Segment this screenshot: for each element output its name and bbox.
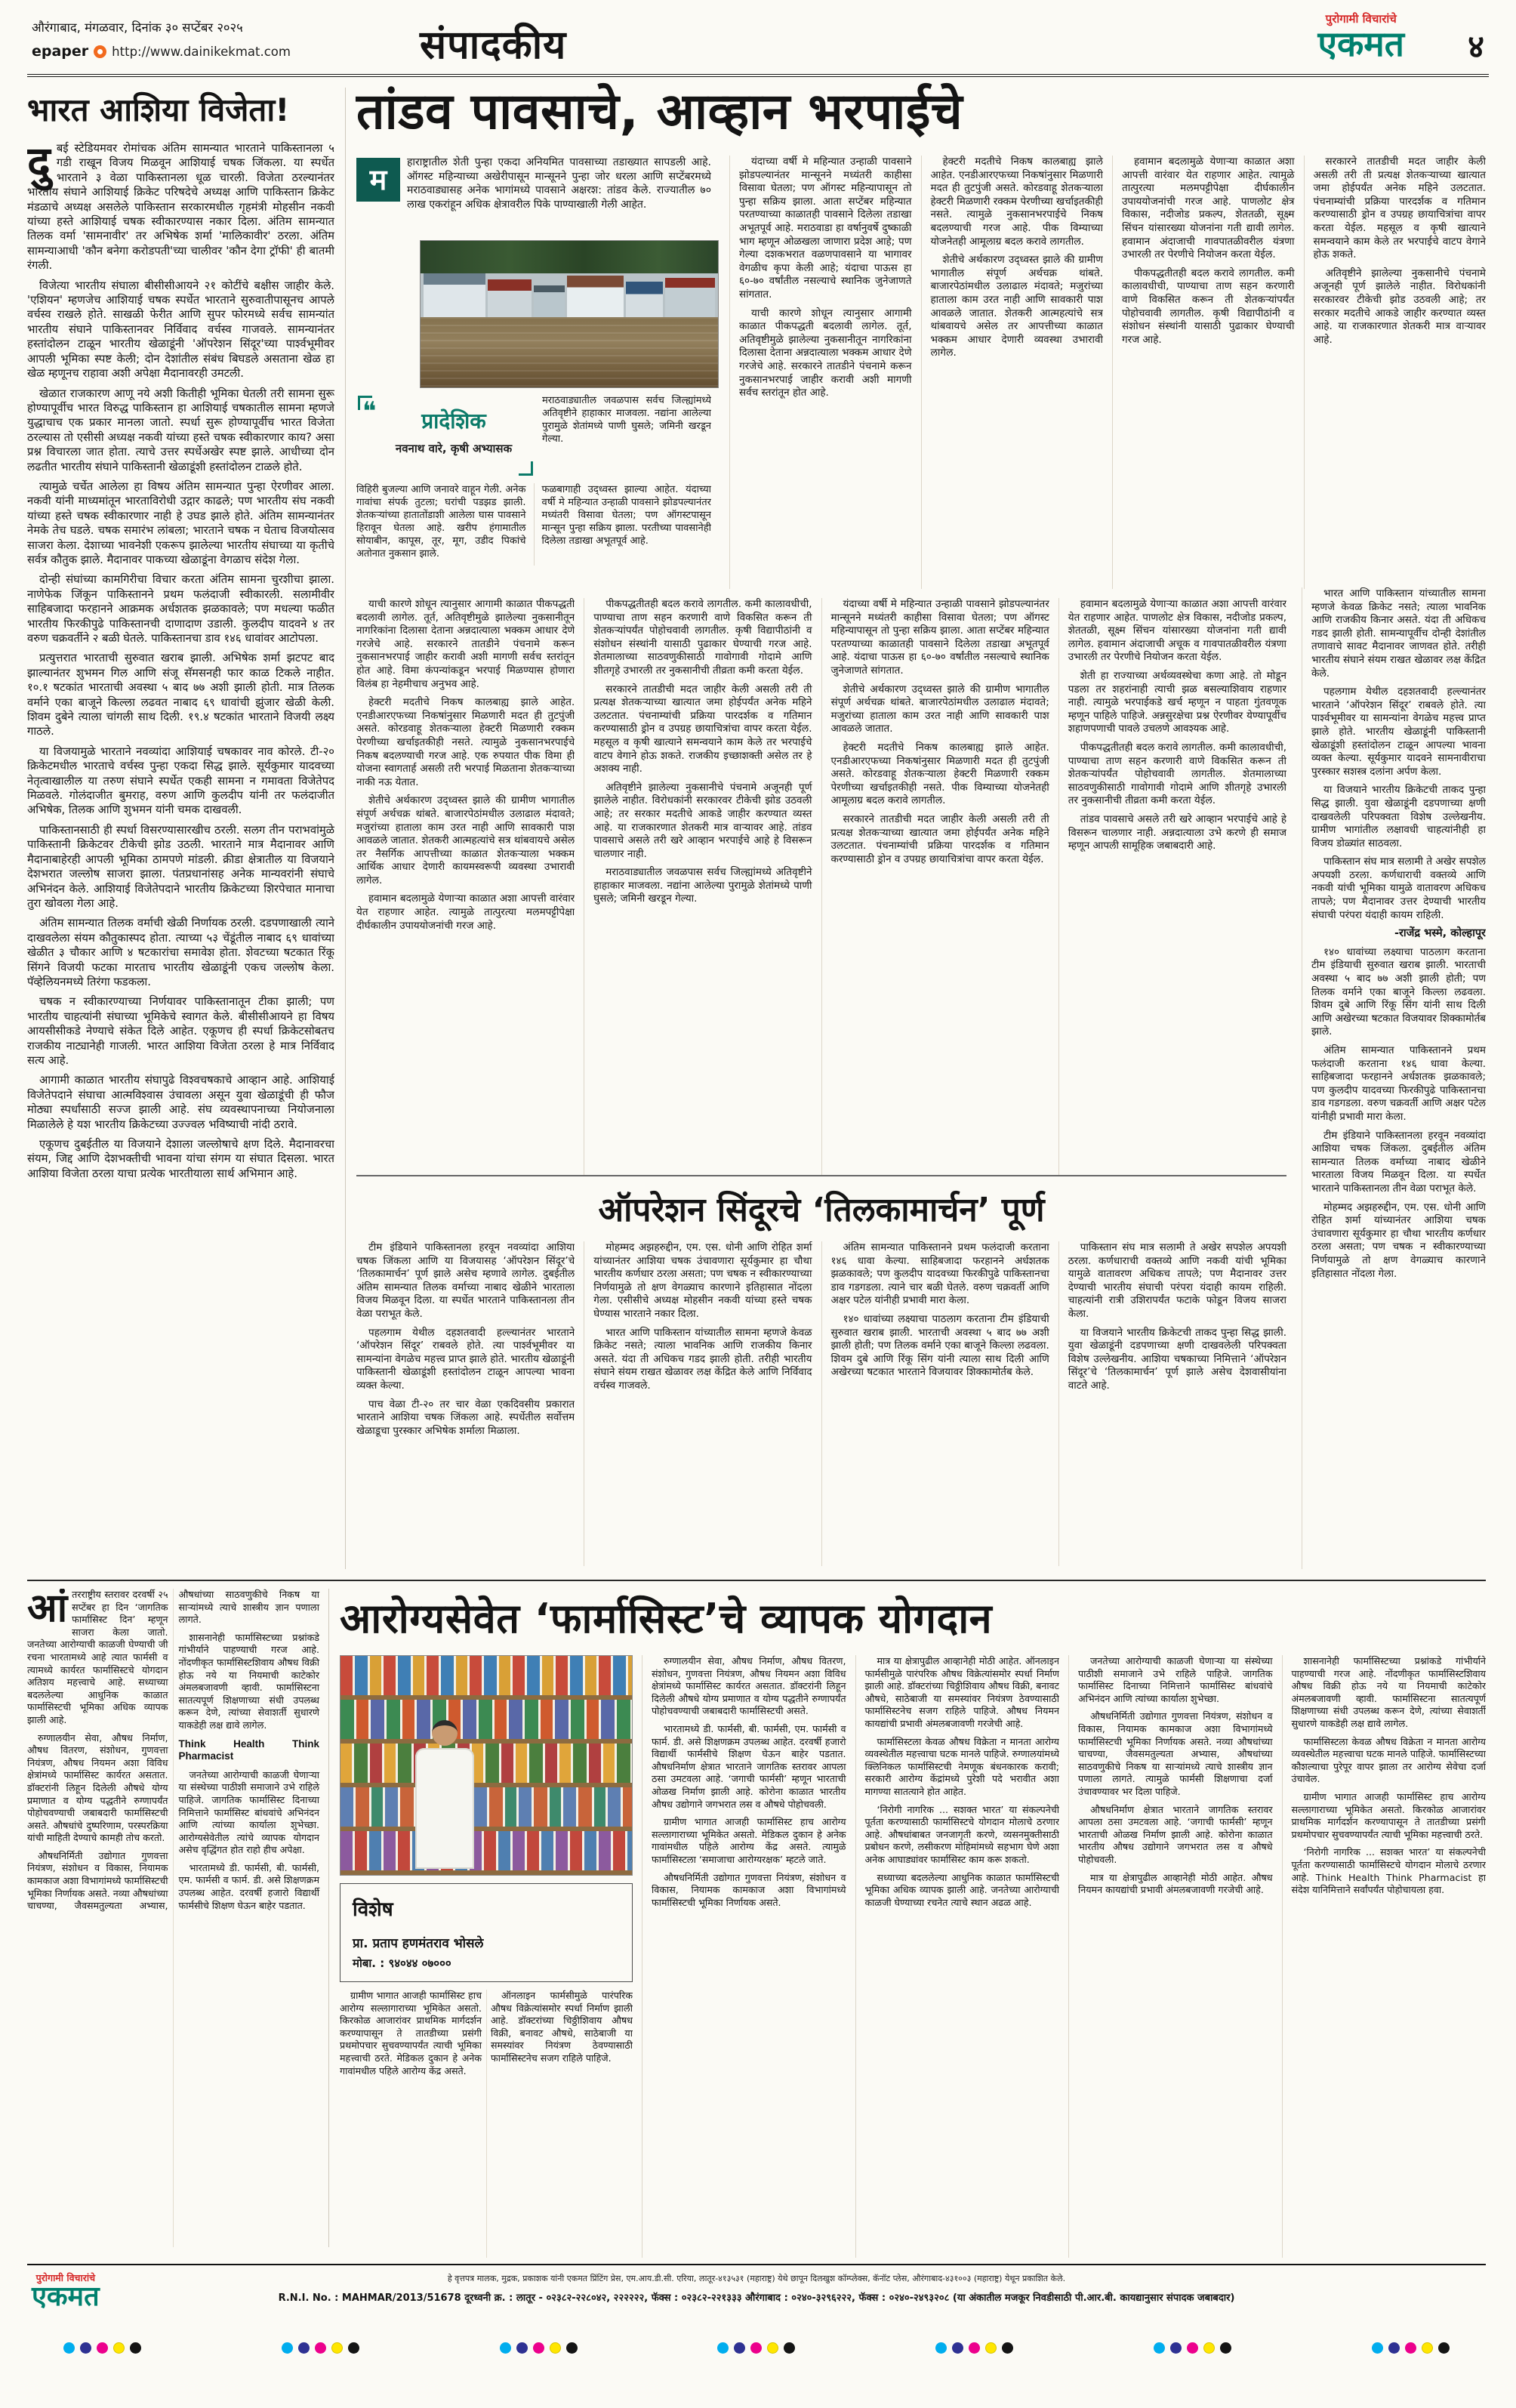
paragraph: औषधनिर्माण क्षेत्रात भारताने जागतिक स्तरावर आपला ठसा उमटवला आहे. ‘जगाची फार्मसी’ म्हणून भारताची ओळख निर्माण झाली आहे. कोरोना काळात भारतीय औषध उद्योगाने जगभरात लस व औषधे पोहोचवली. [1078,1803,1273,1865]
registration-mark-group [500,2342,578,2354]
paragraph: हवामान बदलामुळे येणाऱ्या काळात अशा आपत्ती वारंवार येत राहणार आहेत. त्यामुळे तात्पुरत्या मलमपट्टीपेक्षा दीर्घकालीन उपाययोजनांची गरज आहे. [356,893,575,932]
paragraph: पाकिस्तान संघ मात्र सलामी ते अखेर सपशेल अपयशी ठरला. कर्णधाराची वक्तव्ये आणि नकवी यांची भूमिका यामुळे वातावरण अधिकच तापले; पण मैदानावर उत्तर देण्याची भारतीय संघाची परंपरा यंदाही कायम राहिली. चाहत्यांनी रात्री उशिरापर्यंत फटाके फोडून विजय साजरा केला. [1068,1241,1286,1320]
paragraph: या विजयाने भारतीय क्रिकेटची ताकद पुन्हा सिद्ध झाली. युवा खेळाडूंनी दडपणाच्या क्षणी दाखवलेली परिपक्वता विशेष उल्लेखनीय. आशिया चषकाच्या निमित्ताने ‘ऑपरेशन सिंदूर’चे ‘तिलकामार्चन’ पूर्ण झाले असेच देशवासीयांना वाटते आहे. [1068,1326,1286,1392]
paragraph: शासनानेही फार्मासिस्टच्या प्रश्नांकडे गांभीर्याने पाहण्याची गरज आहे. नोंदणीकृत फार्मासिस्टशिवाय औषध विक्री होऊ नये या नियमाची काटेकोर अंमलबजावणी व्हावी. फार्मासिस्टना सातत्यपूर्ण शिक्षणाच्या संधी उपलब्ध करून देणे, त्यांच्या सेवाशर्ती सुधारणे याकडेही लक्ष द्यावे लागेल. [1291,1655,1486,1729]
paragraph: एकूणच दुबईतील या विजयाने देशाला जल्लोषाचे क्षण दिले. मैदानावरचा संयम, जिद्द आणि देशभक्तीची भावना यांचा संगम या संघात दिसला. भारत आशिया विजेता ठरला याचा प्रत्येक भारतीयाला सार्थ अभिमान आहे. [27,1138,334,1180]
black-dot [1002,2342,1013,2354]
page-footer [27,2264,1486,2397]
paragraph: पाकिस्तानसाठी ही स्पर्धा विसरण्यासारखीच ठरली. सलग तीन पराभवांमुळे पाकिस्तानी क्रिकेटवर टीकेची झोड उठली. भारताने मात्र मैदानावर आणि मैदानाबाहेरही आपली भूमिका ठामपणे मांडली. क्रीडा क्षेत्रातील या विजयाने देशभरात जल्लोष साजरा झाला. पंतप्रधानांसह अनेक मान्यवरांनी संघाचे अभिनंदन केले. आशियाई विजेतेपदाने भारतीय क्रिकेटच्या शिरपेचात मानाचा तुरा खोवला गेला आहे. [27,823,334,910]
footer-brand-logo [32,2273,100,2311]
paragraph: मराठवाड्यातील जवळपास सर्वच जिल्ह्यांमध्ये अतिवृष्टीने हाहाकार माजवला. नद्यांना आलेल्या पुरामुळे शेतांमध्ये पाणी घुसले; जमिनी खरडून गेल्या. [593,866,812,905]
pharma-main [329,1589,1486,2258]
paragraph: त्यामुळे चर्चेत आलेला हा विषय अंतिम सामन्यात पुन्हा ऐरणीवर आला. नकवी यांनी माध्यमांतून भारताविरोधी उद्गार काढले; पण भारतीय संघ नकवी यांच्या हस्ते चषक स्वीकारणार नाही हे उघड झाले होते. अंतिम सामन्यानंतर नेमके तेच घडले. चषक समारंभ लांबला; भारताने चषक न घेताच विजयोत्सव साजरा केला. देशाच्या भावनेशी एकरूप झालेल्या भारतीय संघाच्या या कृतीचे सर्वत्र कौतुक झाले. मैदानावर पाकच्या खेळाडूंना वेगळाच संदेश गेला. [27,479,334,566]
paragraph: भारतामध्ये डी. फार्मसी, बी. फार्मसी, एम. फार्मसी व फार्म. डी. असे शिक्षणक्रम उपलब्ध आहेत. दरवर्षी हजारो विद्यार्थी फार्मसीचे शिक्षण घेऊन बाहेर पडतात. [178,1861,319,1911]
masthead-left [32,18,291,60]
medicine-shelf [340,1656,632,1700]
cyan-dot [717,2342,729,2354]
rain-band2-column-4 [1058,598,1286,1176]
paragraph: फार्मासिस्टला केवळ औषध विक्रेता न मानता आरोग्य व्यवस्थेतील महत्त्वाचा घटक मानले पाहिजे. फार्मासिस्टच्या कौशल्याचा पुरेपूर वापर झाला तर आरोग्य सेवेचा दर्जा उंचावेल. [1291,1735,1486,1785]
imprint-line: हे वृत्तपत्र मालक, मुद्रक, प्रकाशक यांनी एकमत प्रिंटिंग प्रेस, एम.आय.डी.सी. एरिया, लातूर-४१३५३१ (महाराष्ट्र) येथे छापून दिलखुश कॉम्प्लेक्स, कॅनॉट प्लेस, औरंगाबाद-४३१००३ (महाराष्ट्र) येथून प्रकाशित केले. [447,2274,1066,2283]
footer-imprint-block [27,2265,1486,2304]
paragraph: टीम इंडियाने पाकिस्तानला हरवून नवव्यांदा आशिया चषक जिंकला. दुबईतील अंतिम सामन्यात तिलक वर्माच्या नाबाद खेळीने भारताला विजय मिळवून दिला. या स्पर्धेत भारताने पाकिस्तानला तीन वेळा पराभूत केले. [1311,1129,1486,1195]
paragraph: पाकिस्तान संघ मात्र सलामी ते अखेर सपशेल अपयशी ठरला. कर्णधाराची वक्तव्ये आणि नकवी यांची भूमिका यामुळे वातावरण अधिकच तापले; पण मैदानावर उत्तर देण्याची भारतीय संघाची परंपरा यंदाही कायम राहिली. [1311,856,1486,921]
asia-dropcap: दु [27,141,51,188]
paragraph: शेतीचे अर्थकारण उद्ध्वस्त झाले की ग्रामीण भागातील संपूर्ण अर्थचक्र थांबते. बाजारपेठांमधील उलाढाल मंदावते; मजुरांच्या हाताला काम उरत नाही आणि सावकारी पाश आवळले जातात. शेतकरी आत्महत्यांचे सत्र थांबवायचे असेल तर नैसर्गिक आपत्तीच्या काळात शेतकऱ्याला भक्कम आर्थिक आधार देणारी कायमस्वरूपी व्यवस्था उभारावी लागेल. [356,794,575,886]
registration-mark-group [717,2342,795,2354]
rain-under-columns [356,483,711,566]
blue-dot [1170,2342,1182,2354]
paragraph: पाच वेळा टी-२० तर चार वेळा एकदिवसीय प्रकारात भारताने आशिया चषक जिंकला आहे. स्पर्धेतील सर्वोत्तम खेळाडूचा पुरस्कार अभिषेक शर्माला मिळाला. [356,1398,575,1437]
pharma-middle-column [340,1655,633,2258]
registration-mark-group [282,2342,359,2354]
paragraph: मोहम्मद अझहरुद्दीन, एम. एस. धोनी आणि रोहित शर्मा यांच्यानंतर आशिया चषक उंचावणारा सूर्यकुमार हा चौथा भारतीय कर्णधार ठरला असता; पण चषक न स्वीकारण्याच्या निर्णयामुळे तो क्षण वेगळ्याच कारणाने इतिहासात नोंदला गेला. एसीसीचे अध्यक्ष मोहसीन नकवी यांच्या हस्ते चषक घेण्यास भारताने नकार दिला. [593,1241,812,1320]
black-dot [566,2342,578,2354]
paragraph: विहिरी बुजल्या आणि जनावरे वाहून गेली. अनेक गावांचा संपर्क तुटला; घरांची पडझड झाली. शेतकऱ्यांच्या हातातोंडाशी आलेला घास पावसाने हिरावून घेतला आहे. खरीप हंगामातील सोयाबीन, कापूस, तूर, मूग, उडीद पिकांचे अतोनात नुकसान झाले. [356,484,526,560]
paragraph: ग्रामीण भागात आजही फार्मासिस्ट हाच आरोग्य सल्लागाराच्या भूमिकेत असतो. मेडिकल दुकान हे अनेक गावांमधील पहिले आरोग्य केंद्र असते. त्यामुळे फार्मासिस्टला ‘समाजाचा आरोग्यरक्षक’ म्हटले जाते. [652,1816,846,1865]
paragraph: खेळात राजकारण आणू नये अशी कितीही भूमिका घेतली तरी सामना सुरू होण्यापूर्वीच भारत विरुद्ध पाकिस्तान हा आशियाई चषकातील सामना म्हणजे युद्धाचाच एक प्रकार मानला जातो. स्पर्धा सुरू होण्यापूर्वीच भारत विजेता ठरल्यास तो एसीसी अध्यक्ष नकवी यांच्या हस्ते चषक स्वीकारणार काय? असा प्रश्न विचारला जात होता. त्याचे उत्तर स्पर्धेअखेर स्पष्ट झाले. आधीच्या दोन लढतीत भारतीय संघाने पाकिस्तानी खेळाडूंशी हस्तांदोलन टाळले होते. [27,387,334,473]
black-dot [1438,2342,1450,2354]
masthead [27,11,1489,77]
paragraph: अंतिम सामन्यात तिलक वर्माची खेळी निर्णायक ठरली. दडपणाखाली त्याने दाखवलेला संयम कौतुकास्पद होता. त्याच्या ५३ चेंडूंतील नाबाद ६९ धावांच्या खेळीत ३ चौकार आणि ४ षटकारांचा समावेश होता. शेवटच्या षटकात रिंकू सिंगने विजयी फटका मारताच भारतीय खेळाडूंनी एकच जल्लोष केला. पॅव्हेलियनमध्ये तिरंगा फडकला. [27,917,334,988]
rain-left-group [356,156,720,589]
yellow-dot [985,2342,997,2354]
pharma-column-1 [642,1655,846,2258]
yellow-dot [550,2342,561,2354]
sindoor-headline: ऑपरेशन सिंदूरचे ‘तिलकामार्चन’ पूर्ण [598,1191,1045,1229]
yellow-dot [331,2342,343,2354]
vishesh-kicker: विशेष [353,1898,393,1921]
paragraph: भारत आणि पाकिस्तान यांच्यातील सामना म्हणजे केवळ क्रिकेट नसते; त्याला भावनिक आणि राजकीय किनार असते. यंदा ती अधिकच गडद झाली होती. तरीही भारतीय संघाने संयम राखत खेळावर लक्ष केंद्रित केले आणि निर्विवाद वर्चस्व गाजवले. [593,1326,812,1392]
paragraph: सरकारने तातडीची मदत जाहीर केली असली तरी ती प्रत्यक्ष शेतकऱ्याच्या खात्यात जमा होईपर्यंत अनेक महिने उलटतात. पंचनाम्यांची प्रक्रिया पारदर्शक व गतिमान करण्यासाठी ड्रोन व उपग्रह छायाचित्रांचा वापर करता येईल. महसूल व कृषी खात्याने समन्वयाने काम केले तर भरपाईचे वाटप वेगाने होऊ शकते. राजकीय इच्छाशक्ती असेल तर हे अशक्य नाही. [593,683,812,775]
brand-tagline: पुरोगामी विचारांचे [1325,12,1397,26]
paragraph: आगामी काळात भारतीय संघापुढे विश्वचषकाचे आव्हान आहे. आशियाई विजेतेपदाने संघाचा आत्मविश्वास उंचावला असून युवा खेळाडूंची ही फौज मोठ्या स्पर्धांसाठी सज्ज झाली आहे. संघ व्यवस्थापनाच्या नियोजनाला मिळालेले हे यश भारतीय क्रिकेटच्या उज्ज्वल भविष्याची नांदी ठरावे. [27,1074,334,1131]
black-dot [348,2342,359,2354]
magenta-dot [969,2342,980,2354]
flood-water [421,317,718,387]
cyan-dot [500,2342,511,2354]
magenta-dot [1187,2342,1198,2354]
paragraph: पहलगाम येथील दहशतवादी हल्ल्यानंतर भारताने ‘ऑपरेशन सिंदूर’ राबवले होते. त्या पार्श्वभूमीवर या सामन्यांना वेगळेच महत्त्व प्राप्त झाले होते. भारतीय खेळाडूंनी पाकिस्तानी खेळाडूंशी हस्तांदोलन टाळून आपल्या भावना व्यक्त केल्या. सूर्यकुमार यादवने सामनावीराचा पुरस्कार सशस्त्र दलांना अर्पण केला. [1311,686,1486,778]
brand-name: एकमत [1317,23,1404,64]
paragraph: सरकारने तातडीची मदत जाहीर केली असली तरी ती प्रत्यक्ष शेतकऱ्याच्या खात्यात जमा होईपर्यंत अनेक महिने उलटतात. पंचनाम्यांची प्रक्रिया पारदर्शक व गतिमान करण्यासाठी ड्रोन व उपग्रह छायाचित्रांचा वापर करता येईल. महसूल व कृषी खात्याने समन्वयाने काम केले तर भरपाईचे वाटप वेगाने होऊ शकते. [1313,156,1486,261]
rain-headline: तांडव पावसाचे, आव्हान भरपाईचे [356,82,963,140]
rain-box-side-text [535,394,711,477]
paragraph: ऑनलाइन फार्मसीमुळे पारंपरिक औषध विक्रेत्यांसमोर स्पर्धा निर्माण झाली आहे. डॉक्टरांच्या चिठ्ठीशिवाय औषध विक्री, बनावट औषधे, साठेबाजी या समस्यांवर नियंत्रण ठेवण्यासाठी फार्मासिस्टनेच सजग राहिले पाहिजे. [491,1990,633,2064]
paragraph: या विजयाने भारतीय क्रिकेटची ताकद पुन्हा सिद्ध झाली. युवा खेळाडूंनी दडपणाच्या क्षणी दाखवलेली परिपक्वता विशेष उल्लेखनीय. ग्रामीण भागांतील लक्षावधी चाहत्यांनीही हा विजय डोळ्यांत साठवला. [1311,784,1486,849]
regional-kicker-box [356,394,535,477]
sindoor-column-3 [821,1241,1049,1566]
paragraph: पीकपद्धतीतही बदल करावे लागतील. कमी कालावधीची, पाण्याचा ताण सहन करणारी वाणे विकसित करून ती शेतकऱ्यांपर्यंत पोहोचवावी लागतील. कृषी विद्यापीठांनी व संशोधन संस्थांनी यासाठी पुढाकार घेण्याची गरज आहे. शेतमालाच्या साठवणुकीसाठी गावोगावी गोदामे आणि शीतगृहे उभारली तर नुकसानीची तीव्रता कमी करता येईल. [593,598,812,677]
pharma-lead-text: तरराष्ट्रीय स्तरावर दरवर्षी २५ सप्टेंबर हा दिन ‘जागतिक फार्मासिस्ट दिन’ म्हणून साजरा केला जातो. जनतेच्या आरोग्याची काळजी घेण्याची जी रचना भारतामध्ये आहे त्यात फार्मसी व त्यामध्ये कार्यरत फार्मासिस्टचे योगदान अतिशय महत्त्वाचे आहे. सध्याच्या बदललेल्या आधुनिक काळात फार्मासिस्टची भूमिका अधिक व्यापक झाली आहे. [27,1589,168,1725]
pharma-lead-paragraph [27,1589,168,1727]
paragraph: अतिवृष्टीने झालेल्या नुकसानीचे पंचनामे अजूनही पूर्ण झालेले नाहीत. विरोधकांनी सरकारवर टीकेची झोड उठवली आहे; तर सरकार मदतीचे आकडे जाहीर करण्यात व्यस्त आहे. या राजकारणात शेतकरी मात्र वाऱ्यावर आहे. [1313,267,1486,346]
paragraph: तांडव पावसाचे असले तरी खरे आव्हान भरपाईचे आहे हे विसरून चालणार नाही. अन्नदात्याला उभे करणे ही समाज म्हणून आपली सामूहिक जबाबदारी आहे. [1068,812,1286,853]
vishesh-author: प्रा. प्रताप हणमंतराव भोसले [353,1936,484,1951]
medicine-shelf [340,1831,632,1875]
paragraph: ‘निरोगी नागरिक ... सशक्त भारत’ या संकल्पनेची पूर्तता करण्यासाठी फार्मासिस्टचे योगदान मोलाचे ठरणार आहे. औषधांबाबत जनजागृती करणे, व्यसनमुक्तीसाठी प्रबोधन करणे, लसीकरण मोहिमांमध्ये सहभाग घेणे अशा अनेक आघाड्यांवर फार्मासिस्ट काम करू शकतो. [864,1803,1059,1865]
paragraph: औषधनिर्मिती उद्योगात गुणवत्ता नियंत्रण, संशोधन व विकास, नियामक कामकाज अशा विभागांमध्ये फार्मासिस्टची भूमिका निर्णायक असते. [652,1871,846,1908]
paragraph: शेती हा राज्याच्या अर्थव्यवस्थेचा कणा आहे. तो मोडून पडला तर शहरांनाही त्याची झळ बसल्याशिवाय राहणार नाही. त्यामुळे भरपाईकडे खर्च म्हणून न पाहता गुंतवणूक म्हणून पाहिले पाहिजे. अन्नसुरक्षेचा प्रश्न ऐरणीवर येण्यापूर्वीच शहाणपणाची पावले उचलणे आवश्यक आहे. [1068,669,1286,735]
sindoor-column-1 [356,1241,575,1566]
flood-photo [420,240,719,388]
paragraph: प्रत्युत्तरात भारताची सुरुवात खराब झाली. अभिषेक शर्मा झटपट बाद झाल्यानंतर शुभमन गिल आणि संजू सॅमसनही फार काळ टिकले नाहीत. १०.१ षटकांत भारताची अवस्था ५ बाद ७७ अशी झाली होती. मात्र तिलक वर्माने एका बाजूने किल्ला लढवत नाबाद ६९ धावांची झुंजार खेळी केली. शिवम दुबेने त्याला चांगली साथ दिली. १९.४ षटकांत भारताने विजयी लक्ष्य गाठले. [27,652,334,738]
pharma-mid-text [340,1990,633,2258]
paragraph: पहलगाम येथील दहशतवादी हल्ल्यानंतर भारताने ‘ऑपरेशन सिंदूर’ राबवले होते. त्या पार्श्वभूमीवर या सामन्यांना वेगळेच महत्त्व प्राप्त झाले होते. भारतीय खेळाडूंनी पाकिस्तानी खेळाडूंशी हस्तांदोलन टाळून आपल्या भावना व्यक्त केल्या. [356,1326,575,1392]
blue-dot [952,2342,963,2354]
blue-dot [734,2342,745,2354]
pharma-left-columns [27,1589,329,2247]
rain-band2-column-3 [821,598,1049,1176]
rain-column-3 [1112,156,1295,589]
pharma-headline: आरोग्यसेवेत ‘फार्मासिस्ट’चे व्यापक योगदान [340,1595,993,1642]
magenta-dot [533,2342,544,2354]
pharmacy-photo [340,1655,633,1876]
vishesh-phone: मोबा. : ९४०४४ ०७००० [353,1956,451,1970]
rain-lead-paragraph [356,156,711,211]
paragraph: फळबागाही उद्ध्वस्त झाल्या आहेत. यंदाच्या वर्षी मे महिन्यात उन्हाळी पावसाने झोडपल्यानंतर मध्यंतरी विसावा घेतला; पण ऑगस्टपासून मान्सून पुन्हा सक्रिय झाला. परतीच्या पावसानेही दिलेला तडाखा अभूतपूर्व आहे. [541,484,711,547]
paragraph: औषधनिर्मिती उद्योगात गुणवत्ता नियंत्रण, संशोधन व विकास, नियामक कामकाज अशा विभागांमध्ये फार्मासिस्टची भूमिका निर्णायक असते. नव्या औषधांच्या चाचण्या, जैवसमतुल्यता अभ्यास, औषधांच्या साठवणुकीचे निकष या साऱ्यांमध्ये त्याचे शास्त्रीय ज्ञान पणाला लागते. [27,1589,319,1912]
paragraph: हेक्टरी मदतीचे निकष कालबाह्य झाले आहेत. एनडीआरएफच्या निकषांनुसार मिळणारी मदत ही तुटपुंजी असते. कोरडवाहू शेतकऱ्याला हेक्टरी मिळणारी रक्कम पेरणीच्या खर्चाइतकीही नसते. त्यामुळे नुकसानभरपाईचे निकष बदलण्याची गरज आहे. एक रुपयात पीक विमा ही योजना स्वागतार्ह असली तरी भरपाई मिळताना शेतकऱ्याच्या नाकी नऊ येतात. [356,696,575,788]
blue-dot [80,2342,91,2354]
paragraph: हवामान बदलामुळे येणाऱ्या काळात अशा आपत्ती वारंवार येत राहणार आहेत. पाणलोट क्षेत्र विकास, नदीजोड प्रकल्प, शेततळी, सूक्ष्म सिंचन यांसारख्या योजनांना गती द्यावी लागेल. हवामान अंदाजाची अचूक व गावपातळीवरील यंत्रणा उभारली तर पेरणीचे नियोजन करता येईल. [1068,598,1286,664]
pharma-column-3 [1068,1655,1273,2258]
registration-mark-group [1154,2342,1231,2354]
rain-column-4 [1304,156,1487,589]
magenta-dot [1405,2342,1416,2354]
quote-icon: ❝ [362,396,377,427]
pharma-column-4 [1282,1655,1487,2258]
paragraph: याची कारणे शोधून त्यानुसार आगामी काळात पीकपद्धती बदलावी लागेल. तूर्त, अतिवृष्टीमुळे झालेल्या नुकसानीतून नागरिकांना दिलासा देताना अन्नदात्याला भक्कम आधार देणे गरजेचे आहे. सरकारने तातडीने पंचनामे करून नुकसानभरपाई जाहीर करावी अशी मागणी सर्वच स्तरांतून होत आहे. विमा कंपन्यांकडून भरपाई मिळण्यास होणारा विलंब हा नेहमीचाच अनुभव आहे. [356,598,575,690]
rail-pre-list [1311,587,1486,922]
house [567,276,623,317]
medicine-shelf [340,1787,632,1831]
asia-lead-text: बई स्टेडियमवर रोमांचक अंतिम सामन्यात भारताने पाकिस्तानला ५ गडी राखून विजय मिळवून आशियाई चषक जिंकला. या स्पर्धेत भारताने ३ वेळा पाकिस्तानला धूळ चारली. विजेता ठरल्यानंतर भारतीय संघाने आशियाई क्रिकेट परिषदेचे अध्यक्ष आणि पाकिस्तान क्रिकेट मंडळाचे अध्यक्ष असलेले पाकिस्तान सरकारमधील गृहमंत्री मोहसीन नकवी यांच्या हस्ते आशियाई चषक स्वीकारण्यास नकार दिला. अंतिम सामन्यात तिलक वर्मा 'सामनावीर' तर अभिषेक शर्मा 'मालिकावीर' ठरला. अंतिम सामन्याआधी 'कौन बनेगा करोडपती'च्या चालीवर 'कौन देगा ट्रॉफी' ही बातमी रंगली. [27,142,334,273]
epaper-url-link[interactable]: http://www.dainikekmat.com [112,44,291,59]
paragraph: सध्याच्या बदललेल्या आधुनिक काळात फार्मासिस्टची भूमिका अधिक व्यापक झाली आहे. जनतेच्या आरोग्याची काळजी घेण्याच्या रचनेत त्याचे स्थान अढळ आहे. [864,1871,1059,1908]
paragraph: पीकपद्धतीतही बदल करावे लागतील. कमी कालावधीची, पाण्याचा ताण सहन करणारी वाणे विकसित करून ती शेतकऱ्यांपर्यंत पोहोचवावी लागतील. कृषी विद्यापीठांनी व संशोधन संस्थांनी यासाठी पुढाकार घेण्याची गरज आहे. [1122,267,1295,346]
paragraph: फार्मासिस्टला केवळ औषध विक्रेता न मानता आरोग्य व्यवस्थेतील महत्त्वाचा घटक मानले पाहिजे. रुग्णालयांमध्ये क्लिनिकल फार्मासिस्टची नेमणूक बंधनकारक करावी; सरकारी आरोग्य केंद्रांमध्ये पुरेशी पदे भरावीत अशा मागण्या सातत्याने होत आहेत. [864,1735,1059,1797]
paragraph: शेतीचे अर्थकारण उद्ध्वस्त झाले की ग्रामीण भागातील संपूर्ण अर्थचक्र थांबते. बाजारपेठांमधील उलाढाल मंदावते; मजुरांच्या हाताला काम उरत नाही आणि सावकारी पाश आवळले जातात. शेतकरी आत्महत्यांचे सत्र थांबवायचे असेल तर आपत्तीच्या काळात भक्कम आधार देणारी व्यवस्था उभारावी लागेल. [930,254,1103,359]
medicine-shelf [340,1744,632,1787]
rain-dropcap: म [356,158,400,202]
flooded-houses [421,273,718,317]
paragraph: अतिवृष्टीने झालेल्या नुकसानीचे पंचनामे अजूनही पूर्ण झालेले नाहीत. विरोधकांनी सरकारवर टीकेची झोड उठवली आहे; तर सरकार मदतीचे आकडे जाहीर करण्यात व्यस्त आहे. या राजकारणात शेतकरी मात्र वाऱ्यावर आहे. तांडव पावसाचे असले तरी खरे आव्हान भरपाईचे आहे हे विसरून चालणार नाही. [593,781,812,860]
registration-mark-group [63,2342,141,2354]
sindoor-column-4 [1058,1241,1286,1566]
paragraph: औषधनिर्मिती उद्योगात गुणवत्ता नियंत्रण, संशोधन व विकास, नियामक कामकाज अशा विभागांमध्ये फार्मासिस्टची भूमिका निर्णायक असते. नव्या औषधांच्या चाचण्या, जैवसमतुल्यता अभ्यास, औषधांच्या साठवणुकीचे निकष या साऱ्यांमध्ये त्याचे शास्त्रीय ज्ञान पणाला लागते. त्यामुळे फार्मसी शिक्षणाचा दर्जा उंचावण्यावर भर दिला पाहिजे. [1078,1710,1273,1797]
sindoor-columns [356,1241,1286,1566]
medicine-shelf [340,1700,632,1744]
paragraph: हवामान बदलामुळे येणाऱ्या काळात अशा आपत्ती वारंवार येत राहणार आहेत. त्यामुळे तात्पुरत्या मलमपट्टीपेक्षा दीर्घकालीन उपाययोजनांची गरज आहे. पाणलोट क्षेत्र विकास, नदीजोड प्रकल्प, शेततळी, सूक्ष्म सिंचन यांसारख्या योजनांना गती द्यावी लागेल. हवामान अंदाजाची गावपातळीवरील यंत्रणा उभारली तर पेरणीचे नियोजन करता येईल. [1122,156,1295,261]
rain-top-band [356,156,1486,589]
footer-brand-name: एकमत [32,2281,100,2313]
pharma-column-2 [855,1655,1060,2258]
epaper-row [32,43,291,60]
house [424,273,485,317]
rain-under-photo-row [356,394,711,477]
house [665,278,715,317]
cyan-dot [282,2342,293,2354]
paragraph: ‘निरोगी नागरिक ... सशक्त भारत’ या संकल्पनेची पूर्तता करण्यासाठी फार्मासिस्टचे योगदान मोलाचे ठरणार आहे. Think Health Think Pharmacist हा संदेश यानिमित्ताने सर्वांपर्यंत पोहोचायला हवा. [1291,1846,1486,1896]
page-number: ४ [1468,28,1484,65]
rain-under-col-2 [534,483,712,566]
footer-brand-tagline: पुरोगामी विचारांचे [35,2272,96,2283]
paragraph: विजेत्या भारतीय संघाला बीसीसीआयने २१ कोटींचे बक्षीस जाहीर केले. 'एशियन' म्हणजेच आशियाई चषक स्पर्धेत भारताने सुरुवातीपासूनच आपले वर्चस्व राखले होते. साखळी फेरीत आणि सुपर फोरमध्ये सर्वच सामन्यांत भारतीय संघाने पाकिस्तानवर निर्विवाद वर्चस्व गाजवले. सामन्यानंतर हस्तांदोलन टाळून भारतीय खेळाडूंनी 'ऑपरेशन सिंदूर'च्या पार्श्वभूमीवर आपली भूमिका स्पष्ट केली; दोन देशांतील संबंध बिघडले असताना खेळ हा खेळ म्हणूनच राहावा अशी अपेक्षा मैदानावरही उमटली. [27,279,334,381]
paragraph: मात्र या क्षेत्रापुढील आव्हानेही मोठी आहेत. औषध नियमन कायद्यांची प्रभावी अंमलबजावणी गरजेची आहे. [1078,1871,1273,1896]
paragraph: रुग्णालयीन सेवा, औषध निर्माण, औषध वितरण, संशोधन, गुणवत्ता नियंत्रण, औषध नियमन अशा विविध क्षेत्रांमध्ये फार्मासिस्ट कार्यरत असतात. डॉक्टरांनी लिहून दिलेली औषधे योग्य प्रमाणात व योग्य पद्धतीने रुग्णापर्यंत पोहोचवण्याची जबाबदारी फार्मासिस्टची असते. औषधांचे दुष्परिणाम, परस्परक्रिया यांची माहिती देण्याचे कामही तोच करतो. [27,1731,168,1844]
pharma-left-list-2 [179,1769,320,1913]
paragraph: रुग्णालयीन सेवा, औषध निर्माण, औषध वितरण, संशोधन, गुणवत्ता नियंत्रण, औषध नियमन अशा विविध क्षेत्रांमध्ये फार्मासिस्ट कार्यरत असतात. डॉक्टरांनी लिहून दिलेली औषधे योग्य प्रमाणात व योग्य पद्धतीने रुग्णापर्यंत पोहोचवण्याची जबाबदारी फार्मासिस्टची असते. [652,1655,846,1717]
vishesh-box [340,1883,633,1982]
yellow-dot [1203,2342,1215,2354]
registration-mark-group [935,2342,1013,2354]
brand-logo [1318,14,1405,62]
rain-column-2 [921,156,1104,589]
paragraph: या विजयामुळे भारताने नवव्यांदा आशियाई चषकावर नाव कोरले. टी-२० क्रिकेटमधील भारताचे वर्चस्व पुन्हा एकदा सिद्ध झाले. सूर्यकुमार यादवच्या नेतृत्वाखालील या तरुण संघाने स्पर्धेत एकही सामना न गमावता विजेतेपद मिळवले. गोलंदाजीत बुमराह, वरुण आणि कुलदीप यांनी तर फलंदाजीत अभिषेक, तिलक आणि शुभमन यांनी चमक दाखवली. [27,745,334,817]
magenta-dot [97,2342,108,2354]
paragraph: चषक न स्वीकारण्याच्या निर्णयावर पाकिस्तानातून टीका झाली; पण भारतीय चाहत्यांनी संघाच्या भूमिकेचे स्वागत केले. बीसीसीआयने हा विषय आयसीसीकडे नेण्याचे संकेत दिले आहेत. एकूणच ही स्पर्धा क्रिकेटसोबतच राजकीय नाट्यानेही गाजली. भारत आशिया विजेता ठरला हे मात्र निर्विवाद सत्य आहे. [27,995,334,1067]
paragraph: शासनानेही फार्मासिस्टच्या प्रश्नांकडे गांभीर्याने पाहण्याची गरज आहे. नोंदणीकृत फार्मासिस्टशिवाय औषध विक्री होऊ नये या नियमाची काटेकोर अंमलबजावणी व्हावी. फार्मासिस्टना सातत्यपूर्ण शिक्षणाच्या संधी उपलब्ध करून देणे, त्यांच्या सेवाशर्ती सुधारणे याकडेही लक्ष द्यावे लागेल. [178,1631,319,1731]
trees-strip [421,241,718,273]
paragraph: ग्रामीण भागात आजही फार्मासिस्ट हाच आरोग्य सल्लागाराच्या भूमिकेत असतो. किरकोळ आजारांवर प्राथमिक मार्गदर्शन करण्यापासून ते तातडीच्या प्रसंगी प्रथमोपचार सुचवण्यापर्यंत त्याची भूमिका महत्त्वाची ठरते. मेडिकल दुकान हे अनेक गावांमधील पहिले आरोग्य केंद्र असते. [340,1990,482,2077]
rain-intro [356,156,711,236]
rni-line: R.N.I. No. : MAHMAR/2013/51678 दूरध्वनी क्र. : लातूर - ०२३८२-२२८०४२, २२२२२२, फॅक्स : ०२३८२-२२१३३३ औरंगाबाद : ०२४०-३२९६२२२, फॅक्स : ०२४०-२४९३२०८ (या अंकातील मजकूर निवडीसाठी पी.आर.बी. कायद्यानुसार संपादक जबाबदार) [278,2292,1235,2304]
paragraph: अंतिम सामन्यात पाकिस्तानने प्रथम फलंदाजी करताना १४६ धावा केल्या. साहिबजादा फरहानने अर्धशतक झळकावले; पण कुलदीप यादवच्या फिरकीपुढे पाकिस्तानचा डाव गडगडला. वरुण चक्रवर्ती आणि अक्षर पटेल यांनीही प्रभावी मारा केला. [1311,1044,1486,1123]
asia-headline: भारत आशिया विजेता! [27,91,290,128]
paragraph: जनतेच्या आरोग्याची काळजी घेणाऱ्या या संस्थेच्या पाठीशी समाजाने उभे राहिले पाहिजे. जागतिक फार्मासिस्ट दिनाच्या निमित्ताने फार्मासिस्ट बांधवांचे अभिनंदन आणि त्यांच्या कार्याला शुभेच्छा. आरोग्यसेवेतील त्यांचे व्यापक योगदान असेच वृद्धिंगत होत राहो हीच अपेक्षा. [178,1768,319,1856]
asia-lead-paragraph [27,141,334,273]
paragraph: अंतिम सामन्यात पाकिस्तानने प्रथम फलंदाजी करताना १४६ धावा केल्या. साहिबजादा फरहानने अर्धशतक झळकावले; पण कुलदीप यादवच्या फिरकीपुढे पाकिस्तानचा डाव गडगडला. त्याने चार बळी घेतले. वरुण चक्रवर्ती आणि अक्षर पटेल यांनीही प्रभावी मारा केला. [830,1241,1049,1307]
rain-band2-column-2 [584,598,812,1176]
rain-column-1 [729,156,912,589]
city-date: औरंगाबाद, मंगळवार, दिनांक ३० सप्टेंबर २०२५ [32,20,243,35]
paragraph: यंदाच्या वर्षी मे महिन्यात उन्हाळी पावसाने झोडपल्यानंतर मान्सूनने मध्यंतरी काहीसा विसावा घेतला; पण ऑगस्ट महिन्यापासून तो पुन्हा सक्रिय झाला. आता सप्टेंबर महिन्यात परतण्याच्या काळातही पावसाने दिलेला तडाखा अभूतपूर्व आहे. यंदाचा पाऊस हा ६०-७० वर्षांतील नसल्याचे स्थानिक जुनेजाणते सांगतात. [830,598,1049,677]
pharmacist-white-coat [415,1748,474,1869]
paragraph: मोहम्मद अझहरुद्दीन, एम. एस. धोनी आणि रोहित शर्मा यांच्यानंतर आशिया चषक उंचावणारा सूर्यकुमार हा चौथा भारतीय कर्णधार ठरला असता; पण चषक न स्वीकारण्याच्या निर्णयामुळे तो क्षण वेगळ्याच कारणाने इतिहासात नोंदला गेला. [1311,1201,1486,1280]
article-pharmacist [27,1580,1486,2258]
black-dot [784,2342,795,2354]
paragraph: टीम इंडियाने पाकिस्तानला हरवून नवव्यांदा आशिया चषक जिंकला आणि या विजयासह ‘ऑपरेशन सिंदूर’चे ‘तिलकामार्चन’ पूर्ण झाले असेच म्हणावे लागेल. दुबईतील अंतिम सामन्यात तिलक वर्माच्या नाबाद खेळीने भारताला विजय मिळवून दिला. या स्पर्धेत भारताने पाकिस्तानला तीन वेळा पराभूत केले. [356,1241,575,1320]
print-registration-marks [63,2342,1450,2354]
paragraph: हेक्टरी मदतीचे निकष कालबाह्य झाले आहेत. एनडीआरएफच्या निकषांनुसार मिळणारी मदत ही तुटपुंजी असते. कोरडवाहू शेतकऱ्याला हेक्टरी मिळणारी रक्कम पेरणीच्या खर्चाइतकीही नसते. पीक विम्याच्या योजनेतही आमूलाग्र बदल करावे लागतील. [830,741,1049,807]
asia-body [27,141,334,1568]
regional-kicker: प्रादेशिक [421,409,486,433]
paragraph: भारतामध्ये डी. फार्मसी, बी. फार्मसी, एम. फार्मसी व फार्म. डी. असे शिक्षणक्रम उपलब्ध आहेत. दरवर्षी हजारो विद्यार्थी फार्मसीचे शिक्षण घेऊन बाहेर पडतात. औषधनिर्माण क्षेत्रात भारताने जागतिक स्तरावर आपला ठसा उमटवला आहे. ‘जगाची फार्मसी’ म्हणून भारताची ओळख निर्माण झाली आहे. कोरोना काळात भारतीय औषध उद्योगाने जगभरात लस व औषधे पोहोचवली. [652,1722,846,1810]
pharmacist-head [432,1720,458,1746]
paragraph: दोन्ही संघांच्या कामगिरीचा विचार करता अंतिम सामना चुरशीचा झाला. नाणेफेक जिंकून पाकिस्तानने प्रथम फलंदाजी स्वीकारली. सलामीवीर साहिबजादा फरहानने आक्रमक अर्धशतक झळकावले; पण मधल्या फळीत भारतीय फिरकीपुढे पाकिस्तानची दाणादाण उडाली. कुलदीप यादवने ४ तर वरुण चक्रवर्तीने २ बळी घेतले. पाकिस्तानचा डाव १४६ धावांवर आटोपला. [27,573,334,645]
black-dot [1220,2342,1231,2354]
paragraph: ग्रामीण भागात आजही फार्मासिस्ट हाच आरोग्य सल्लागाराच्या भूमिकेत असतो. किरकोळ आजारांवर प्राथमिक मार्गदर्शन करण्यापासून ते तातडीच्या प्रसंगी प्रथमोपचार सुचवण्यापर्यंत त्याची भूमिका महत्त्वाची ठरते. [1291,1790,1486,1840]
rain-continuation-band [356,598,1286,1176]
section-title: संपादकीय [420,23,567,68]
rail-post-list [1311,946,1486,1281]
cyan-dot [1372,2342,1383,2354]
pharma-content [340,1655,1486,2258]
epaper-label: epaper [32,43,89,60]
paragraph: १४० धावांच्या लक्ष्याचा पाठलाग करताना टीम इंडियाची सुरुवात खराब झाली. भारताची अवस्था ५ बाद ७७ अशी झाली होती; पण तिलक वर्माने एका बाजूने किल्ला लढवला. शिवम दुबे आणि रिंकू सिंग यांनी साथ दिली आणि अखेरच्या षटकात विजयावर शिक्कामोर्तब झाले. [1311,945,1486,1038]
right-rail-column [1302,587,1486,1569]
pharmacist-figure [411,1720,479,1875]
cyan-dot [63,2342,75,2354]
pharma-english-slogan: Think Health Think Pharmacist [178,1737,319,1762]
yellow-dot [113,2342,125,2354]
regional-author: नवनाथ वारे, कृषी अभ्यासक [395,442,513,455]
paragraph: १४० धावांच्या लक्ष्याचा पाठलाग करताना टीम इंडियाची सुरुवात खराब झाली. भारताची अवस्था ५ बाद ७७ अशी झाली होती; पण तिलक वर्माने एका बाजूने किल्ला लढवला. शिवम दुबे आणि रिंकू सिंग यांनी त्याला साथ दिली आणि अखेरच्या षटकात भारताने विजयावर शिक्कामोर्तब केले. [830,1312,1049,1379]
blue-dot [516,2342,528,2354]
house [488,279,532,317]
pharma-dropcap: आं [27,1589,68,1631]
paragraph: पीकपद्धतीतही बदल करावे लागतील. कमी कालावधीची, पाण्याचा ताण सहन करणारी वाणे विकसित करून ती शेतकऱ्यांपर्यंत पोहोचवावी लागतील. शेतमालाच्या साठवणुकीसाठी गावोगावी गोदामे आणि शीतगृहे उभारली तर नुकसानीची तीव्रता कमी करता येईल. [1068,741,1286,807]
paragraph: मराठवाड्यातील जवळपास सर्वच जिल्ह्यांमध्ये अतिवृष्टीने हाहाकार माजवला. नद्यांना आलेल्या पुरामुळे शेतांमध्ये पाणी घुसले; जमिनी खरडून गेल्या. [542,395,711,445]
rain-under-col-1 [356,483,526,566]
magenta-dot [750,2342,762,2354]
epaper-icon [94,45,106,58]
cyan-dot [935,2342,947,2354]
paragraph: शेतीचे अर्थकारण उद्ध्वस्त झाले की ग्रामीण भागातील संपूर्ण अर्थचक्र थांबते. बाजारपेठांमधील उलाढाल मंदावते; मजुरांच्या हाताला काम उरत नाही आणि सावकारी पाश आवळले जातात. [830,683,1049,735]
sindoor-column-2 [584,1241,812,1566]
article-asia-winner [27,88,346,1569]
yellow-dot [1422,2342,1433,2354]
registration-mark-group [1372,2342,1450,2354]
blue-dot [298,2342,310,2354]
rain-band2-column-1 [356,598,575,1176]
black-dot [130,2342,141,2354]
house [534,285,565,317]
rain-intro-text: हाराष्ट्रातील शेती पुन्हा एकदा अनियमित पावसाच्या तडाख्यात सापडली आहे. ऑगस्ट महिन्याच्या अखेरीपासून मान्सूनने पुन्हा जोर धरला आणि सप्टेंबरमध्ये मराठवाड्यासह अनेक भागांमध्ये पावसाने अक्षरश: तांडव केले. राज्यातील ७० लाख एकरांहून अधिक क्षेत्रावरील पिके पाण्याखाली गेली आहेत. [407,156,711,211]
magenta-dot [315,2342,326,2354]
paragraph: सरकारने तातडीची मदत जाहीर केली असली तरी ती प्रत्यक्ष शेतकऱ्याच्या खात्यात जमा होईपर्यंत अनेक महिने उलटतात. पंचनाम्यांची प्रक्रिया पारदर्शक व गतिमान करण्यासाठी ड्रोन व उपग्रह छायाचित्रांचा वापर करता येईल. [830,812,1049,865]
asia-paragraph-list [27,279,334,1182]
paragraph: जनतेच्या आरोग्याची काळजी घेणाऱ्या या संस्थेच्या पाठीशी समाजाने उभे राहिले पाहिजे. जागतिक फार्मासिस्ट दिनाच्या निमित्ताने फार्मासिस्ट बांधवांचे अभिनंदन आणि त्यांच्या कार्याला शुभेच्छा. [1078,1655,1273,1704]
yellow-dot [767,2342,778,2354]
blue-dot [1388,2342,1400,2354]
paragraph: मात्र या क्षेत्रापुढील आव्हानेही मोठी आहेत. ऑनलाइन फार्मसीमुळे पारंपरिक औषध विक्रेत्यांसमोर स्पर्धा निर्माण झाली आहे. डॉक्टरांच्या चिठ्ठीशिवाय औषध विक्री, बनावट औषधे, साठेबाजी या समस्यांवर नियंत्रण ठेवण्यासाठी फार्मासिस्टनेच सजग राहिले पाहिजे. औषध नियमन कायद्यांची प्रभावी अंमलबजावणी गरजेची आहे. [864,1655,1059,1729]
paragraph: याची कारणे शोधून त्यानुसार आगामी काळात पीकपद्धती बदलावी लागेल. तूर्त, अतिवृष्टीमुळे झालेल्या नुकसानीतून नागरिकांना दिलासा देताना अन्नदात्याला भक्कम आधार देणे गरजेचे आहे. सरकारने तातडीने पंचनामे करून नुकसानभरपाई जाहीर करावी अशी मागणी सर्वच स्तरांतून होत आहे. [739,307,912,399]
paragraph: हेक्टरी मदतीचे निकष कालबाह्य झाले आहेत. एनडीआरएफच्या निकषांनुसार मिळणारी मदत ही तुटपुंजी असते. कोरडवाहू शेतकऱ्याला हेक्टरी मिळणारी रक्कम पेरणीच्या खर्चाइतकीही नसते. त्यामुळे नुकसानभरपाईचे निकष बदलण्याची गरज आहे. पीक विम्याच्या योजनेतही आमूलाग्र बदल करावे लागतील. [930,156,1103,248]
sindoor-byline: -राजेंद्र भस्मे, कोल्हापूर [1394,927,1486,940]
paragraph: भारत आणि पाकिस्तान यांच्यातील सामना म्हणजे केवळ क्रिकेट नसते; त्याला भावनिक आणि राजकीय किनार असते. यंदा ती अधिकच गडद झाली होती. सामन्यापूर्वीच दोन्ही देशांतील तणावाचे सावट मैदानावर जाणवत होते. तरीही भारतीय संघाने संयम राखत खेळावर लक्ष केंद्रित केले. [1311,587,1486,680]
article-operation-sindoor [356,1175,1286,1569]
paragraph: यंदाच्या वर्षी मे महिन्यात उन्हाळी पावसाने झोडपल्यानंतर मान्सूनने मध्यंतरी काहीसा विसावा घेतला; पण ऑगस्ट महिन्यापासून तो पुन्हा सक्रिय झाला. आता सप्टेंबर महिन्यात परतण्याच्या काळातही पावसाने दिलेला तडाखा अभूतपूर्व आहे. मराठवाडा हा वर्षानुवर्षे दुष्काळी भाग म्हणून ओळखला जाणारा प्रदेश आहे; पण गेल्या दशकभरात वळणपावसाने या भागावर वेगळीच कृपा केली आहे; यंदाचा पाऊस हा ६०-७० वर्षांतील नसल्याचे स्थानिक जुनेजाणते सांगतात. [739,156,912,301]
house [626,282,663,317]
cyan-dot [1154,2342,1165,2354]
